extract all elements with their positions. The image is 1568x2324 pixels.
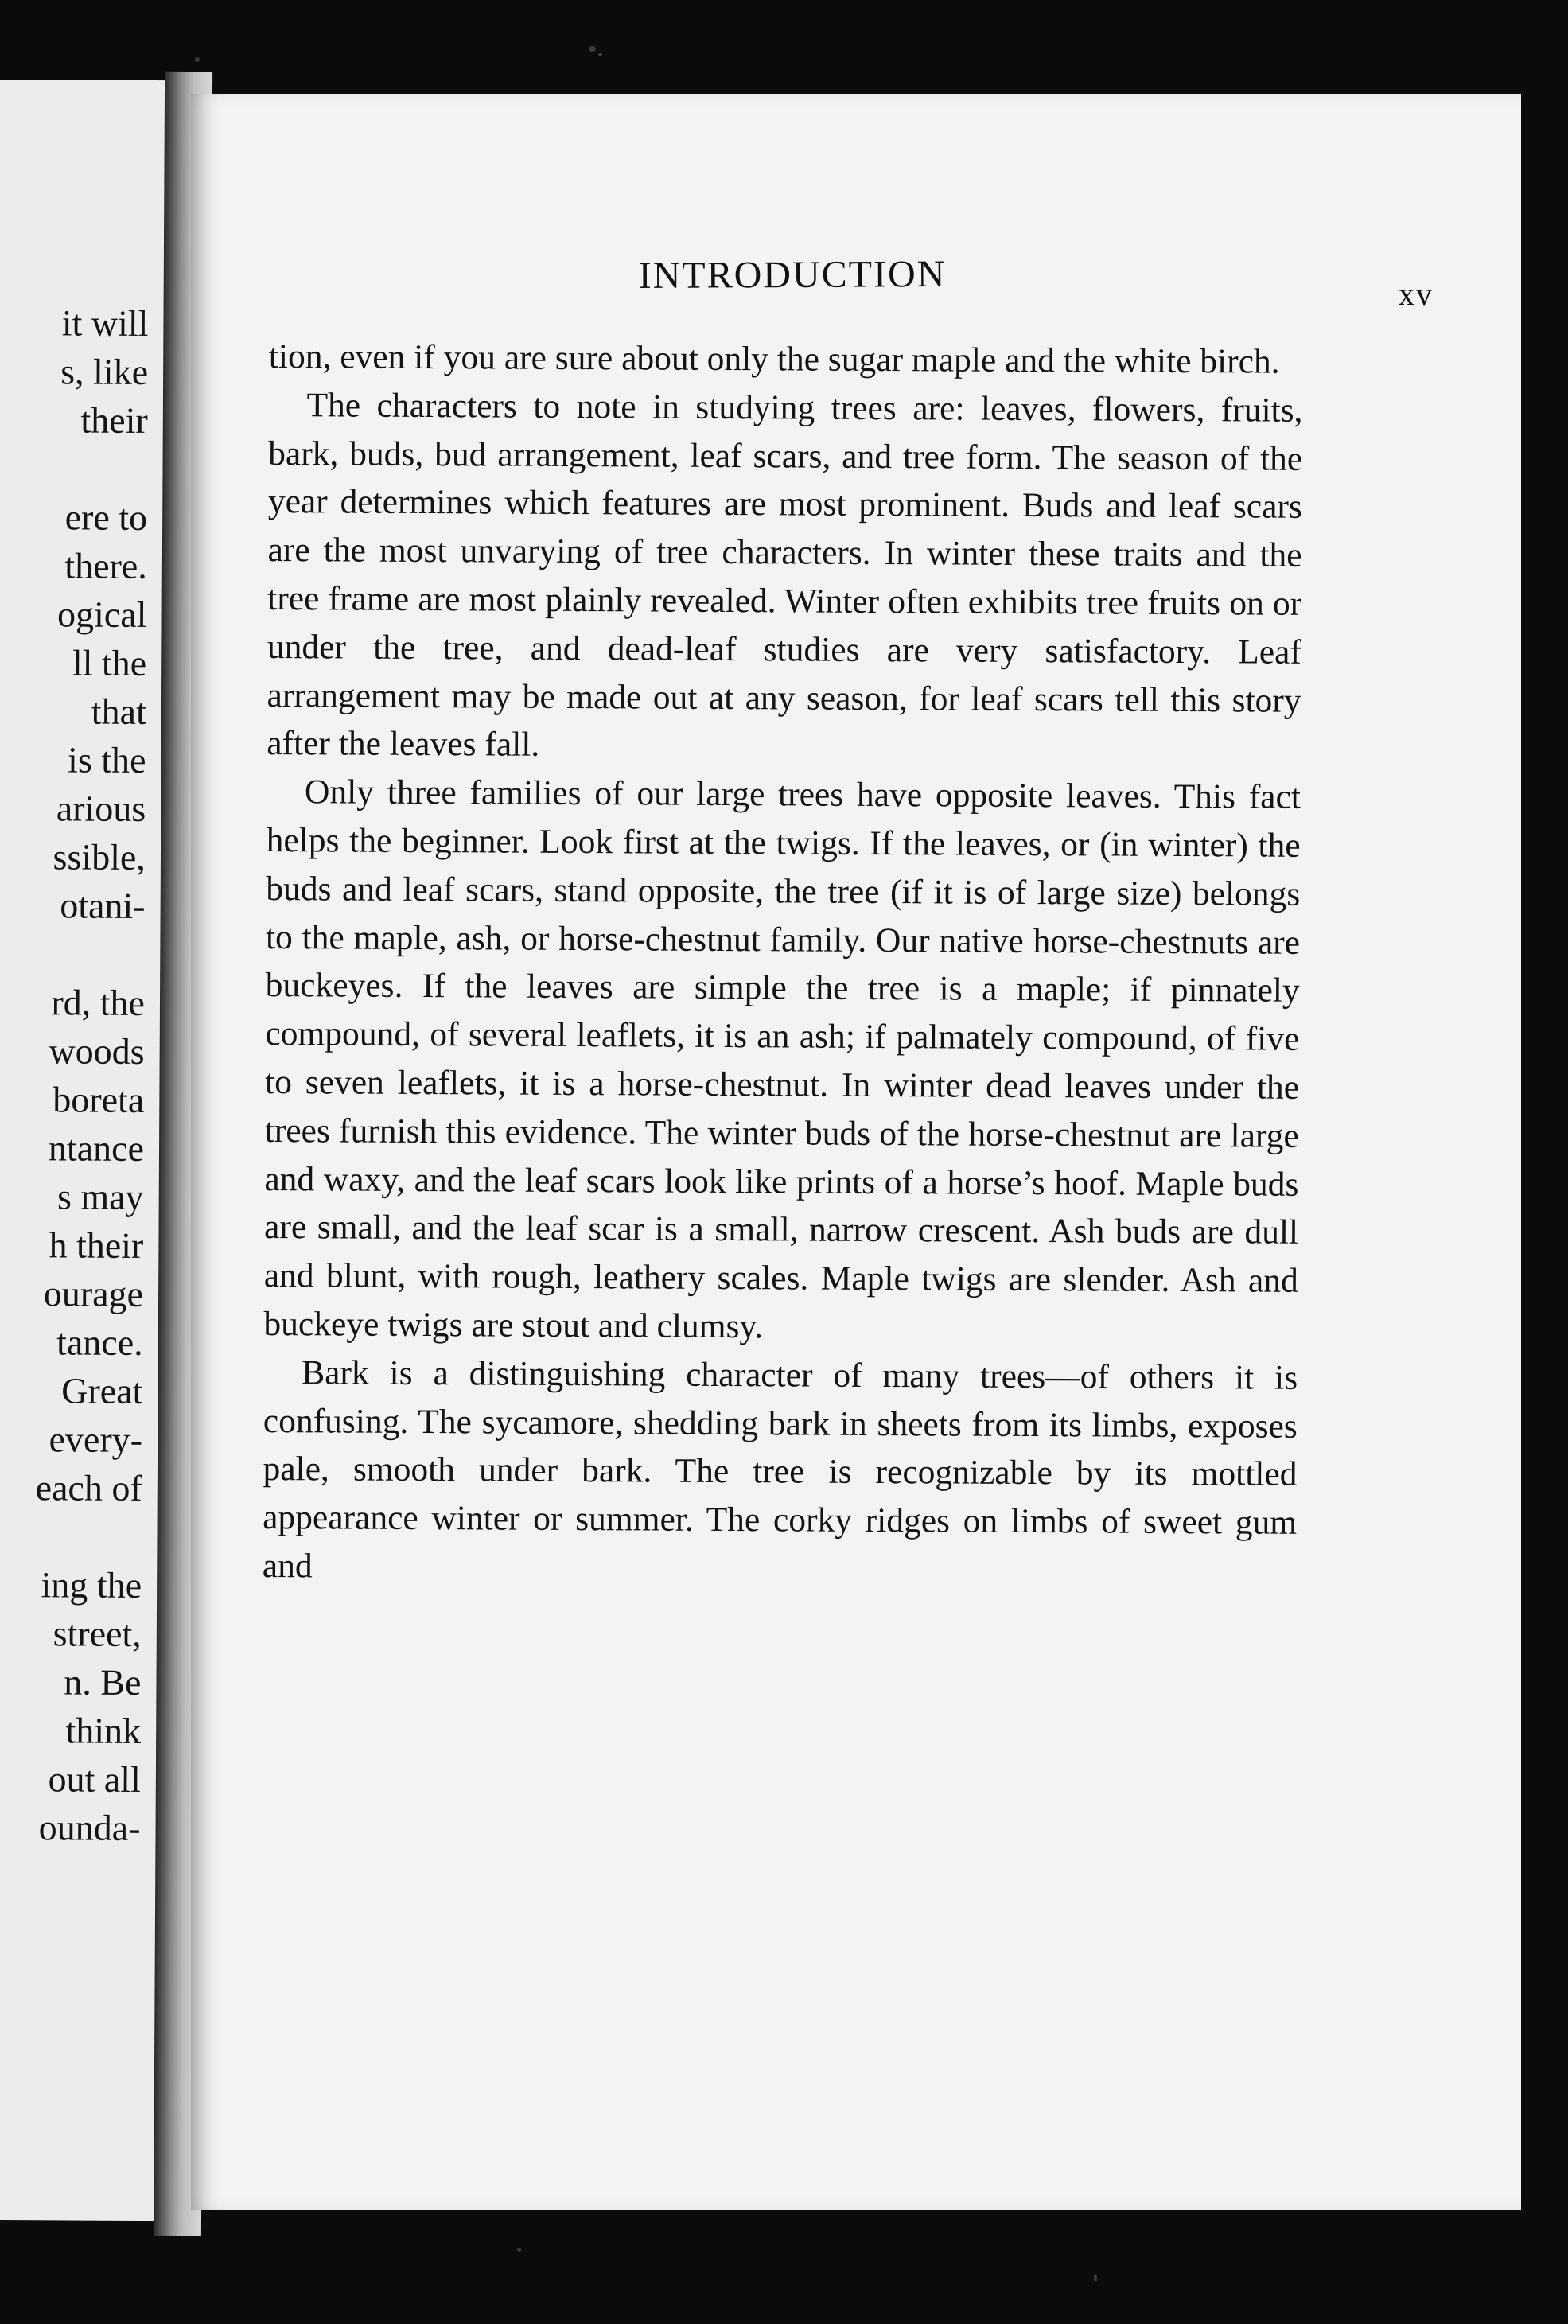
paragraph-opposite-leaves: Only three families of our large trees have opposite leaves. This fact helps the beginner. Look first at the twigs. If the leaves, or (in winter) the buds and leaf scars, stand opposite, the tree (if it is of large size) belongs to the maple, ash, or horse-chestnut family. Our native horse-chestnuts are buckeyes. If the leaves are simple the tree is a maple; if pinnately compound, of several leaflets, it is an ash; if palmately compound, of five to seven leaflets, it is a horse-chestnut. In winter dead leaves under the trees furnish this evidence. The winter buds of the horse-chestnut are large and waxy, and the leaf scars look like prints of a horse’s hoof. Maple buds are small, and the leaf scar is a small, narrow crescent. Ash buds are dull and blunt, with rough, leathery scales. Maple twigs are slender. Ash and buckeye twigs are stout and clumsy. bbox=[263, 773, 1301, 1346]
paragraph-bark: Bark is a distinguishing character of many trees—of others it is confusing. The sycamore, shedding bark in sheets from its limbs, exposes pale, smooth under bark. The tree is recognizable by its mottled appearance winter or summer. The corky ridges on limbs of sweet gum and bbox=[262, 1353, 1298, 1586]
previous-page-line: ere to bbox=[64, 496, 148, 538]
previous-page-line: n. Be bbox=[64, 1661, 142, 1703]
previous-page-line: ounda- bbox=[38, 1807, 141, 1848]
previous-page-line: their bbox=[80, 399, 148, 441]
previous-page-line bbox=[41, 444, 147, 493]
previous-page-line: ssible, bbox=[53, 836, 146, 878]
previous-page-line: is the bbox=[68, 739, 146, 781]
previous-page-line: ll the bbox=[72, 642, 147, 683]
previous-page-line: there. bbox=[64, 545, 147, 586]
previous-page-line: s may bbox=[56, 1176, 144, 1217]
previous-page-line: ourage bbox=[43, 1273, 144, 1314]
dust-speck bbox=[589, 46, 596, 52]
running-head: INTRODUCTION bbox=[638, 252, 947, 298]
previous-page-line: each of bbox=[35, 1467, 142, 1508]
previous-page-line: Great bbox=[61, 1370, 143, 1411]
previous-page-line: boreta bbox=[53, 1079, 145, 1120]
paragraph-tree-characters: The characters to note in studying trees are: leaves, flowers, fruits, bark, buds, bud arrangement, leaf scars, and tree form. The season of the year determines which features are most prominent. Buds and leaf scars are the most unvarying of tree characters. In winter these traits and the tree frame are most plainly revealed. Winter often exhibits tree fruits on or under the tree, and dead-leaf studies are very satisfactory. Leaf arrangement may be made out at any season, for leaf scars tell this story after the leaves fall. bbox=[267, 386, 1303, 765]
previous-page-line: out all bbox=[48, 1758, 141, 1800]
previous-page-line: rd, the bbox=[51, 982, 146, 1023]
page-number: xv bbox=[1399, 276, 1434, 312]
dust-speck bbox=[517, 2248, 521, 2252]
previous-page-line: it will bbox=[61, 302, 149, 344]
paragraph-continued: tion, even if you are sure about only the sugar maple and the white birch. bbox=[268, 337, 1280, 381]
previous-page-line: street, bbox=[53, 1613, 142, 1654]
previous-page-line: h their bbox=[49, 1224, 144, 1266]
previous-page-line: s, like bbox=[60, 351, 149, 392]
previous-page-line: arious bbox=[56, 788, 146, 829]
dust-speck bbox=[195, 57, 200, 62]
current-page bbox=[191, 94, 1521, 2210]
previous-page-line bbox=[35, 1512, 142, 1561]
previous-page-line: ogical bbox=[56, 594, 147, 635]
previous-page-line: tance. bbox=[56, 1322, 143, 1363]
previous-page-line: ntance bbox=[48, 1127, 145, 1169]
previous-page-line: woods bbox=[49, 1030, 145, 1072]
dust-speck bbox=[1094, 2274, 1097, 2282]
dust-speck bbox=[598, 53, 602, 56]
previous-page-text-fragments bbox=[33, 298, 148, 1852]
previous-page-line: otani- bbox=[60, 885, 146, 926]
page-body bbox=[263, 333, 1303, 1596]
previous-page-line: think bbox=[65, 1710, 142, 1751]
previous-page-line: that bbox=[91, 691, 146, 732]
previous-page-line: every- bbox=[49, 1419, 143, 1460]
previous-page-line bbox=[38, 929, 145, 979]
previous-page-line: ing the bbox=[41, 1564, 142, 1606]
